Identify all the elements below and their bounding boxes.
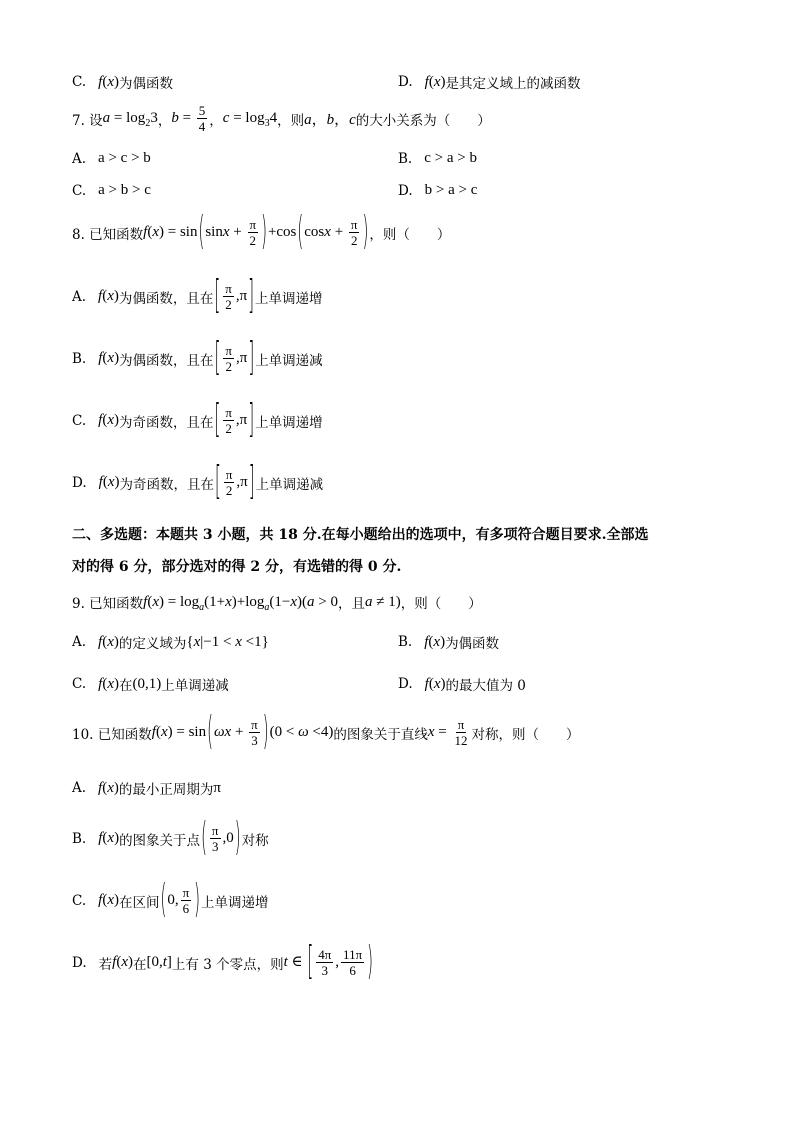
math-b-def: b = $\frac{5}{4}$ bbox=[171, 103, 206, 134]
math-fx: f(x) bbox=[98, 892, 119, 908]
option-label: A. bbox=[72, 634, 87, 650]
math-fx: f(x) bbox=[424, 73, 446, 90]
math-fx: f(x) bbox=[98, 412, 119, 428]
q8-option-d bbox=[72, 457, 324, 505]
option-text: 上单调递减 bbox=[255, 476, 324, 493]
section-heading: 二、多选题：本题共 3 小题，共 18 分.在每小题给出的选项中，有多项符合题目要求.全部选 bbox=[72, 527, 649, 543]
q8-option-c bbox=[72, 395, 323, 443]
stem-text: ，且 bbox=[338, 596, 366, 612]
q6-option-c bbox=[72, 72, 173, 92]
option-label: D. bbox=[398, 74, 413, 90]
question-prefix: 8. 已知函数 bbox=[72, 226, 144, 243]
math-interval: (0,1) bbox=[132, 675, 162, 692]
option-label: C. bbox=[72, 74, 87, 90]
math-fx: f(x) bbox=[98, 779, 119, 796]
option-text: 若 bbox=[98, 956, 113, 973]
math-pi: π bbox=[213, 779, 221, 796]
option-text: 的最大值为 0 bbox=[445, 678, 526, 694]
math-interval: [0,t] bbox=[146, 954, 172, 970]
option-label: A. bbox=[72, 288, 87, 305]
q7-option-c bbox=[72, 182, 151, 199]
q6-option-d bbox=[398, 72, 580, 92]
option-text: 上单调递增 bbox=[255, 414, 323, 431]
math-q10-function: f(x) = sin(ωx + $\frac{\pi}{3}$ )(0 < ω <4) bbox=[151, 707, 334, 755]
math-point: ( $\frac{\pi}{3}$ ,0) bbox=[201, 813, 241, 861]
option-label: B. bbox=[398, 634, 413, 650]
math-fx: f(x) bbox=[424, 675, 446, 692]
option-text: 上单调递减 bbox=[161, 678, 229, 694]
option-text: 上有 3 个零点，则 bbox=[171, 956, 284, 973]
option-label: C. bbox=[72, 412, 87, 429]
option-label: C. bbox=[72, 182, 87, 199]
option-label: D. bbox=[72, 474, 87, 491]
q9-option-d bbox=[398, 674, 526, 694]
option-text: 的图象关于点 bbox=[119, 832, 201, 849]
q9-option-c bbox=[72, 674, 229, 694]
option-text: 上单调递增 bbox=[201, 894, 269, 911]
option-text: 为奇函数，且在 bbox=[119, 476, 214, 493]
q8-option-a bbox=[72, 271, 323, 319]
q10-option-a bbox=[72, 778, 221, 798]
q9-option-b bbox=[398, 632, 499, 652]
math-a-def: $a = \log_23$ bbox=[102, 110, 158, 129]
math-fx: f(x) bbox=[98, 830, 120, 846]
option-label: B. bbox=[72, 350, 87, 367]
math-set: {x|−1 < x <1} bbox=[186, 633, 269, 650]
q8-option-b bbox=[72, 333, 323, 381]
option-text: 的定义域为 bbox=[118, 636, 187, 652]
q10-option-d bbox=[72, 937, 374, 985]
section-heading-cont: 对的得 6 分，部分选对的得 2 分，有选错的得 0 分. bbox=[72, 559, 402, 575]
q10-stem bbox=[72, 707, 580, 755]
question-prefix: 9. 已知函数 bbox=[72, 596, 144, 612]
option-label: A. bbox=[72, 780, 87, 796]
math-fx: f(x) bbox=[98, 474, 120, 490]
option-label: D. bbox=[72, 954, 87, 971]
option-text: 对称 bbox=[241, 832, 269, 849]
math-fx: f(x) bbox=[98, 288, 119, 304]
option-text: 为偶函数，且在 bbox=[119, 352, 214, 369]
option-math: a > b > c bbox=[98, 182, 151, 198]
math-interval: (0, $\frac{\pi}{6}$ ) bbox=[160, 875, 201, 923]
math-fx: f(x) bbox=[112, 954, 133, 970]
stem-text: 对称，则（ ） bbox=[471, 726, 580, 743]
option-text: 为偶函数 bbox=[445, 636, 500, 652]
question-prefix: 7. 设 bbox=[72, 112, 103, 129]
option-label: D. bbox=[398, 676, 413, 692]
math-interval: [ $\frac{\pi}{2}$ ,π] bbox=[214, 457, 255, 505]
q10-option-b bbox=[72, 813, 269, 861]
option-text: 在 bbox=[132, 956, 147, 973]
q8-stem bbox=[72, 207, 451, 255]
math-fx: f(x) bbox=[98, 73, 119, 90]
option-label: C. bbox=[72, 676, 87, 692]
option-math: c > a > b bbox=[424, 150, 477, 166]
option-text: 为偶函数 bbox=[118, 76, 173, 92]
math-fx: f(x) bbox=[98, 350, 120, 366]
stem-text: 的图象关于直线 bbox=[333, 726, 428, 743]
option-label: B. bbox=[72, 830, 87, 847]
math-fx: f(x) bbox=[424, 633, 446, 650]
q7-option-b bbox=[398, 150, 477, 167]
option-text: 在 bbox=[118, 678, 133, 694]
math-t-range: t ∈ [ $\frac{4\pi}{3}$ , $\frac{11\pi}{6}$ ) bbox=[283, 937, 373, 985]
option-text: 在区间 bbox=[118, 894, 160, 911]
option-label: A. bbox=[72, 150, 87, 167]
math-q8-function: f(x) = sin(sinx + $\frac{\pi}{2}$ )+cos(cosx + $\frac{\pi}{2}$ ) bbox=[143, 207, 369, 255]
question-prefix: 10. 已知函数 bbox=[72, 726, 152, 743]
q7-option-d bbox=[398, 182, 477, 199]
math-c-def: $c = \log_34$ bbox=[222, 110, 278, 129]
option-label: C. bbox=[72, 892, 87, 909]
math-interval: [ $\frac{\pi}{2}$ ,π] bbox=[214, 395, 255, 443]
math-condition: a ≠ 1) bbox=[365, 593, 401, 610]
option-label: B. bbox=[398, 150, 413, 167]
stem-text: 的大小关系为（ ） bbox=[355, 112, 491, 129]
math-line: x = $\frac{\pi}{12}$ bbox=[427, 717, 468, 748]
math-interval: [ $\frac{\pi}{2}$ ,π] bbox=[214, 333, 255, 381]
option-math: b > a > c bbox=[424, 182, 478, 198]
q7-stem: 7. 设 $a = \log_23$ ， b = $\frac{5}{4}$ ， $c = \log_34$ ，则 a，b，c 的大小关系为（ ） bbox=[72, 103, 491, 134]
q7-option-a bbox=[72, 150, 151, 167]
q10-option-c bbox=[72, 875, 269, 923]
option-text: 为奇函数，且在 bbox=[118, 414, 214, 431]
option-text: 是其定义域上的减函数 bbox=[445, 76, 581, 92]
option-text: 的最小正周期为 bbox=[118, 782, 214, 798]
stem-text: ，则（ ） bbox=[369, 226, 451, 243]
stem-text: ，则 bbox=[277, 112, 305, 129]
math-interval: [ $\frac{\pi}{2}$ ,π] bbox=[214, 271, 255, 319]
math-q9-function: $f(x) = \log_a(1+x)+\log_a(1-x)(a > 0$ bbox=[143, 593, 339, 613]
math-abc: a，b，c bbox=[304, 112, 356, 128]
math-fx: f(x) bbox=[98, 675, 119, 692]
q9-option-a bbox=[72, 632, 269, 652]
option-text: 为偶函数，且在 bbox=[118, 290, 214, 307]
option-math: a > c > b bbox=[98, 150, 151, 166]
option-text: 上单调递增 bbox=[255, 290, 323, 307]
stem-text: ，则（ ） bbox=[400, 596, 482, 612]
option-label: D. bbox=[398, 182, 413, 199]
option-text: 上单调递减 bbox=[255, 352, 323, 369]
math-fx: f(x) bbox=[98, 633, 119, 650]
q9-stem bbox=[72, 592, 482, 612]
